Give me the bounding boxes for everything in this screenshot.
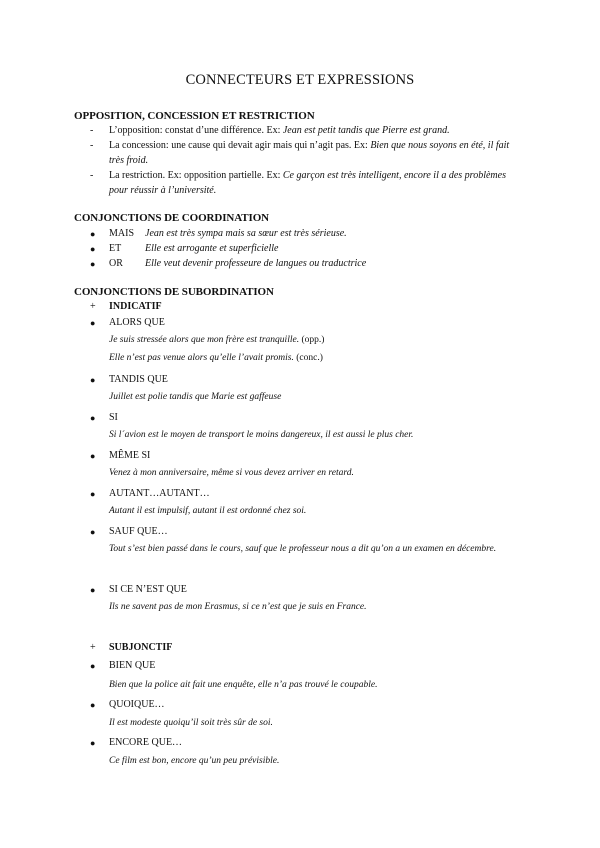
page-title: CONNECTEURS ET EXPRESSIONS: [185, 72, 415, 88]
item-text: L’opposition: constat d’une différence. Ex:: [109, 125, 283, 136]
bullet-icon: ●: [90, 259, 96, 269]
bullet-icon: ●: [90, 413, 96, 423]
conjunction-label: TANDIS QUE: [109, 374, 168, 385]
list-item: [109, 139, 519, 168]
section-heading-coordination: CONJONCTIONS DE COORDINATION: [74, 212, 270, 224]
conjunction-label: SAUF QUE…: [109, 526, 168, 537]
plus-icon: +: [90, 301, 96, 312]
example-text: Ce film est bon, encore qu’un peu prévisible.: [109, 756, 280, 766]
list-item: [109, 124, 519, 139]
example-note: (conc.): [293, 353, 323, 363]
example-text: Bien que la police ait fait une enquête, elle n’a pas trouvé le coupable.: [109, 680, 378, 690]
coordination-word: MAIS: [109, 228, 135, 239]
item-example: Jean est petit tandis que Pierre est grand.: [282, 125, 450, 136]
bullet-icon: ●: [90, 527, 96, 537]
section-heading-subordination: CONJONCTIONS DE SUBORDINATION: [74, 286, 274, 298]
example-text: Autant il est impulsif, autant il est ordonné chez soi.: [109, 506, 307, 516]
bullet-icon: ●: [90, 661, 96, 671]
conjunction-label: ENCORE QUE…: [109, 737, 183, 748]
bullet-icon: ●: [90, 318, 96, 328]
bullet-icon: ●: [90, 375, 96, 385]
conjunction-label: BIEN QUE: [109, 660, 156, 671]
bullet-icon: ●: [90, 244, 96, 254]
section-heading-opposition: OPPOSITION, CONCESSION ET RESTRICTION: [74, 110, 315, 122]
bullet-icon: ●: [90, 738, 96, 748]
example-text: Elle n’est pas venue alors qu’elle l’avait promis.: [109, 353, 294, 363]
dash-marker: -: [90, 125, 94, 136]
subheading-indicatif: INDICATIF: [109, 301, 162, 312]
example-text: Venez à mon anniversaire, même si vous devez arriver en retard.: [109, 468, 354, 478]
example-line: [109, 349, 519, 368]
example-text: Ils ne savent pas de mon Erasmus, si ce n’est que je suis en France.: [109, 602, 367, 612]
bullet-icon: ●: [90, 700, 96, 710]
example-text: Tout s’est bien passé dans le cours, sauf que le professeur nous a dit qu’on a un examen en décembre.: [109, 544, 497, 554]
bullet-icon: ●: [90, 451, 96, 461]
item-example: Ce garçon est très intelligent, encore il a des problèmes pour réussir à l’université.: [109, 170, 506, 196]
example-text: Si l´avion est le moyen de transport le moins dangereux, il est aussi le plus cher.: [109, 430, 414, 440]
list-item: [109, 169, 519, 198]
example-text: Je suis stressée alors que mon frère est tranquille.: [109, 335, 300, 345]
conjunction-label: SI CE N’EST QUE: [109, 584, 187, 595]
coordination-word: ET: [109, 243, 122, 254]
bullet-icon: ●: [90, 229, 96, 239]
bullet-icon: ●: [90, 489, 96, 499]
plus-icon: +: [90, 642, 96, 653]
coordination-example: Elle est arrogante et superficielle: [145, 243, 279, 254]
item-text: La restriction. Ex: opposition partielle. Ex:: [109, 170, 283, 181]
coordination-example: Jean est très sympa mais sa sœur est très sérieuse.: [145, 228, 347, 239]
example-text: Il est modeste quoiqu’il soit très sûr de soi.: [109, 718, 273, 728]
conjunction-label: SI: [109, 412, 118, 423]
dash-marker: -: [90, 170, 94, 181]
item-text: La concession: une cause qui devait agir mais qui n’agit pas. Ex:: [109, 140, 371, 151]
example-text: Juillet est polie tandis que Marie est gaffeuse: [109, 392, 282, 402]
conjunction-label: AUTANT…AUTANT…: [109, 488, 210, 499]
coordination-example: Elle veut devenir professeure de langues ou traductrice: [145, 258, 367, 269]
subheading-subjonctif: SUBJONCTIF: [109, 642, 173, 653]
conjunction-label: ALORS QUE: [109, 317, 165, 328]
example-line: [109, 331, 519, 350]
bullet-icon: ●: [90, 585, 96, 595]
item-example: Bien que nous soyons en été, il fait très froid.: [109, 140, 510, 166]
conjunction-label: QUOIQUE…: [109, 699, 165, 710]
coordination-word: OR: [109, 258, 123, 269]
conjunction-label: MÊME SI: [109, 450, 151, 461]
example-note: (opp.): [299, 335, 325, 345]
dash-marker: -: [90, 140, 94, 151]
